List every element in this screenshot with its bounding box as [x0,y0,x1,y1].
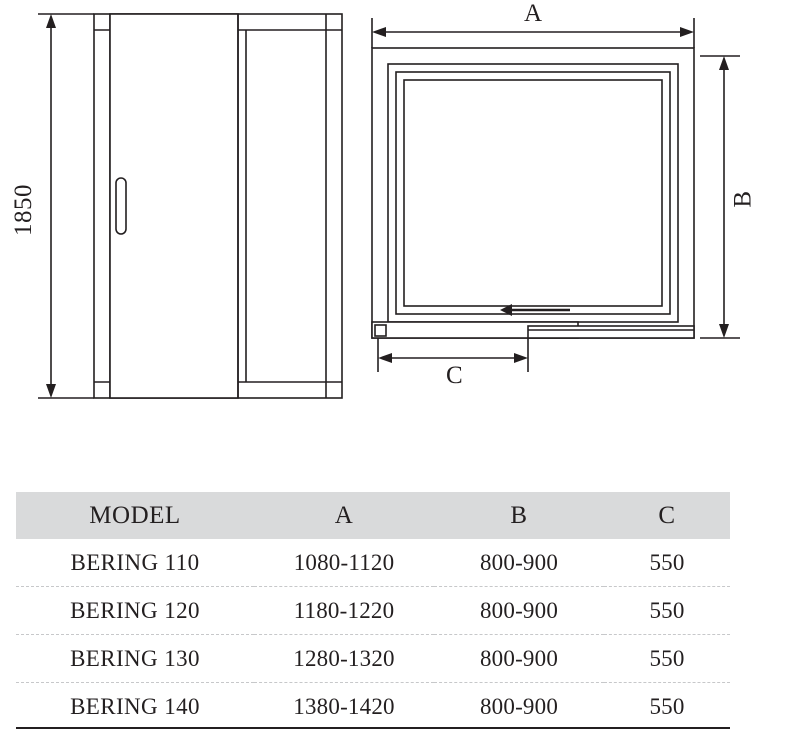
cell-b: 800-900 [434,683,604,731]
cell-a: 1180-1220 [254,587,434,635]
top-plan-view [372,48,694,338]
cell-model: BERING 120 [16,587,254,635]
table-header [16,492,730,539]
cell-a: 1080-1120 [254,539,434,587]
dimension-label-a: A [524,0,543,27]
dimension-height [38,14,94,398]
cell-c: 550 [604,635,730,683]
table-body [16,539,730,730]
cell-model: BERING 130 [16,635,254,683]
header-c: C [604,492,730,539]
cell-c: 550 [604,683,730,731]
cell-b: 800-900 [434,539,604,587]
cell-b: 800-900 [434,635,604,683]
dimension-label-height: 1850 [10,184,37,236]
cell-c: 550 [604,539,730,587]
header-a: A [254,492,434,539]
cell-a: 1380-1420 [254,683,434,731]
table-bottom-rule [16,727,730,729]
dimension-label-c: C [446,362,464,389]
table-row [16,635,730,683]
table-row [16,587,730,635]
cell-a: 1280-1320 [254,635,434,683]
cell-b: 800-900 [434,587,604,635]
table-header-row [16,492,730,539]
table-row [16,539,730,587]
cell-c: 550 [604,587,730,635]
header-b: B [434,492,604,539]
header-model: MODEL [16,492,254,539]
model-spec-table [16,492,730,730]
dimension-label-b: B [729,190,757,208]
cell-model: BERING 140 [16,683,254,731]
front-elevation-view [94,14,342,398]
table-row [16,683,730,731]
cell-model: BERING 110 [16,539,254,587]
